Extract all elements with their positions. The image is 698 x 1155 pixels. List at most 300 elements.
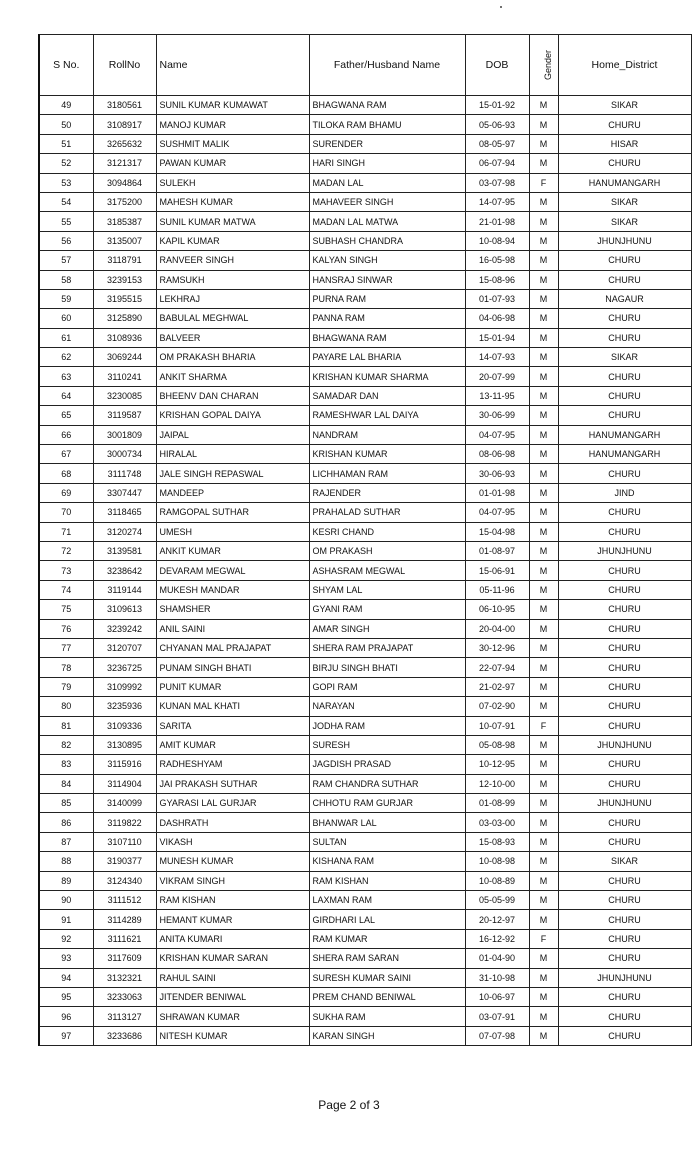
cell-sno: 77 [39,638,93,657]
cell-father: SULTAN [309,832,465,851]
cell-dob: 15-01-92 [465,96,529,115]
cell-dob: 15-06-91 [465,561,529,580]
cell-district: CHURU [558,503,691,522]
cell-district: CHURU [558,832,691,851]
cell-father: JODHA RAM [309,716,465,735]
cell-dob: 04-07-95 [465,425,529,444]
cell-name: ANKIT KUMAR [156,541,309,560]
cell-name: SHRAWAN KUMAR [156,1007,309,1026]
cell-father: JAGDISH PRASAD [309,755,465,774]
cell-district: CHURU [558,251,691,270]
cell-dob: 05-08-98 [465,735,529,754]
cell-name: DEVARAM MEGWAL [156,561,309,580]
cell-district: SIKAR [558,212,691,231]
table-row [39,580,691,599]
cell-district: CHURU [558,154,691,173]
cell-district: SIKAR [558,96,691,115]
cell-district: CHURU [558,464,691,483]
cell-rollno: 3109992 [93,677,156,696]
cell-sno: 94 [39,968,93,987]
cell-dob: 21-02-97 [465,677,529,696]
table-row [39,503,691,522]
header-rollno: RollNo [93,35,156,96]
cell-sno: 90 [39,891,93,910]
cell-rollno: 3111512 [93,891,156,910]
cell-district: NAGAUR [558,289,691,308]
cell-gender: F [529,716,558,735]
cell-dob: 07-02-90 [465,697,529,716]
cell-dob: 22-07-94 [465,658,529,677]
cell-rollno: 3119144 [93,580,156,599]
cell-district: CHURU [558,600,691,619]
table-row [39,1007,691,1026]
cell-sno: 92 [39,929,93,948]
cell-name: KUNAN MAL KHATI [156,697,309,716]
cell-gender: M [529,96,558,115]
cell-name: OM PRAKASH BHARIA [156,348,309,367]
table-row [39,774,691,793]
header-father: Father/Husband Name [309,35,465,96]
cell-gender: M [529,386,558,405]
table-row [39,658,691,677]
cell-rollno: 3235936 [93,697,156,716]
cell-district: CHURU [558,1007,691,1026]
cell-father: GIRDHARI LAL [309,910,465,929]
table-row [39,212,691,231]
cell-dob: 15-08-96 [465,270,529,289]
cell-name: PUNIT KUMAR [156,677,309,696]
table-row [39,367,691,386]
cell-district: JHUNJHUNU [558,541,691,560]
cell-father: MADAN LAL MATWA [309,212,465,231]
table-row [39,406,691,425]
cell-gender: M [529,445,558,464]
cell-father: BHAGWANA RAM [309,96,465,115]
cell-father: BHAGWANA RAM [309,328,465,347]
cell-name: SHAMSHER [156,600,309,619]
cell-father: HANSRAJ SINWAR [309,270,465,289]
table-row [39,677,691,696]
cell-rollno: 3140099 [93,794,156,813]
cell-dob: 08-06-98 [465,445,529,464]
cell-rollno: 3111621 [93,929,156,948]
table-row [39,929,691,948]
cell-name: MUNESH KUMAR [156,852,309,871]
table-row [39,619,691,638]
cell-rollno: 3118465 [93,503,156,522]
cell-rollno: 3115916 [93,755,156,774]
cell-name: SUSHMIT MALIK [156,134,309,153]
table-header [39,35,691,96]
cell-rollno: 3239153 [93,270,156,289]
cell-sno: 76 [39,619,93,638]
cell-dob: 10-08-94 [465,231,529,250]
cell-name: BHEENV DAN CHARAN [156,386,309,405]
cell-dob: 10-12-95 [465,755,529,774]
cell-dob: 10-08-89 [465,871,529,890]
cell-rollno: 3130895 [93,735,156,754]
cell-gender: M [529,677,558,696]
cell-rollno: 3139581 [93,541,156,560]
cell-dob: 03-07-98 [465,173,529,192]
cell-name: VIKASH [156,832,309,851]
cell-father: PANNA RAM [309,309,465,328]
cell-gender: M [529,1026,558,1045]
cell-father: GYANI RAM [309,600,465,619]
cell-sno: 84 [39,774,93,793]
cell-district: CHURU [558,580,691,599]
table-row [39,735,691,754]
cell-name: SULEKH [156,173,309,192]
cell-dob: 01-08-97 [465,541,529,560]
cell-sno: 59 [39,289,93,308]
cell-gender: M [529,348,558,367]
cell-gender: M [529,115,558,134]
cell-father: AMAR SINGH [309,619,465,638]
cell-sno: 79 [39,677,93,696]
table-row [39,755,691,774]
cell-gender: M [529,464,558,483]
table-row [39,541,691,560]
table-row [39,561,691,580]
cell-sno: 66 [39,425,93,444]
cell-dob: 08-05-97 [465,134,529,153]
cell-rollno: 3239242 [93,619,156,638]
cell-rollno: 3185387 [93,212,156,231]
cell-gender: M [529,619,558,638]
cell-district: CHURU [558,561,691,580]
cell-dob: 14-07-93 [465,348,529,367]
cell-rollno: 3000734 [93,445,156,464]
cell-father: SURENDER [309,134,465,153]
cell-dob: 05-11-96 [465,580,529,599]
cell-dob: 20-12-97 [465,910,529,929]
cell-name: SUNIL KUMAR KUMAWAT [156,96,309,115]
cell-rollno: 3111748 [93,464,156,483]
cell-father: KRISHAN KUMAR SHARMA [309,367,465,386]
cell-dob: 12-10-00 [465,774,529,793]
cell-rollno: 3114289 [93,910,156,929]
cell-gender: M [529,774,558,793]
cell-father: PAYARE LAL BHARIA [309,348,465,367]
cell-name: HEMANT KUMAR [156,910,309,929]
cell-sno: 96 [39,1007,93,1026]
cell-sno: 82 [39,735,93,754]
table-row [39,289,691,308]
cell-name: DASHRATH [156,813,309,832]
cell-name: ANIL SAINI [156,619,309,638]
cell-gender: M [529,503,558,522]
cell-father: BHANWAR LAL [309,813,465,832]
header-gender-label: Gender [542,49,553,81]
cell-sno: 89 [39,871,93,890]
cell-dob: 04-06-98 [465,309,529,328]
cell-gender: M [529,134,558,153]
cell-rollno: 3119822 [93,813,156,832]
cell-sno: 58 [39,270,93,289]
cell-district: CHURU [558,309,691,328]
cell-district: CHURU [558,328,691,347]
cell-name: KRISHAN KUMAR SARAN [156,949,309,968]
cell-father: TILOKA RAM BHAMU [309,115,465,134]
cell-sno: 51 [39,134,93,153]
cell-rollno: 3125890 [93,309,156,328]
cell-name: RANVEER SINGH [156,251,309,270]
table-row [39,134,691,153]
table-row [39,910,691,929]
cell-father: NANDRAM [309,425,465,444]
cell-gender: M [529,406,558,425]
cell-rollno: 3238642 [93,561,156,580]
cell-father: LICHHAMAN RAM [309,464,465,483]
cell-gender: M [529,522,558,541]
cell-district: SIKAR [558,348,691,367]
cell-gender: M [529,231,558,250]
cell-gender: M [529,832,558,851]
cell-name: GYARASI LAL GURJAR [156,794,309,813]
cell-sno: 75 [39,600,93,619]
cell-rollno: 3195515 [93,289,156,308]
cell-dob: 15-01-94 [465,328,529,347]
cell-district: CHURU [558,386,691,405]
cell-dob: 04-07-95 [465,503,529,522]
cell-father: MAHAVEER SINGH [309,192,465,211]
cell-name: RAMSUKH [156,270,309,289]
cell-dob: 16-05-98 [465,251,529,270]
cell-district: JHUNJHUNU [558,968,691,987]
cell-district: SIKAR [558,192,691,211]
header-gender [529,35,558,96]
cell-rollno: 3190377 [93,852,156,871]
cell-gender: M [529,367,558,386]
table-body [39,96,691,1046]
cell-district: HANUMANGARH [558,425,691,444]
cell-rollno: 3120274 [93,522,156,541]
cell-name: BALVEER [156,328,309,347]
cell-district: CHURU [558,929,691,948]
cell-district: CHURU [558,697,691,716]
cell-dob: 15-04-98 [465,522,529,541]
cell-father: RAMESHWAR LAL DAIYA [309,406,465,425]
cell-district: HANUMANGARH [558,173,691,192]
cell-sno: 81 [39,716,93,735]
table-row [39,445,691,464]
cell-rollno: 3233686 [93,1026,156,1045]
cell-father: PREM CHAND BENIWAL [309,987,465,1006]
cell-gender: M [529,987,558,1006]
cell-district: CHURU [558,270,691,289]
table-row [39,522,691,541]
cell-district: CHURU [558,658,691,677]
cell-rollno: 3108936 [93,328,156,347]
cell-dob: 01-01-98 [465,483,529,502]
table-row [39,173,691,192]
cell-district: CHURU [558,910,691,929]
cell-father: KISHANA RAM [309,852,465,871]
cell-dob: 20-07-99 [465,367,529,386]
table-row [39,949,691,968]
cell-sno: 56 [39,231,93,250]
cell-rollno: 3114904 [93,774,156,793]
table-row [39,794,691,813]
cell-name: RAHUL SAINI [156,968,309,987]
cell-father: PURNA RAM [309,289,465,308]
table-row [39,852,691,871]
cell-gender: M [529,328,558,347]
cell-gender: M [529,561,558,580]
cell-father: HARI SINGH [309,154,465,173]
cell-name: LEKHRAJ [156,289,309,308]
table-row [39,871,691,890]
cell-rollno: 3108917 [93,115,156,134]
cell-district: JIND [558,483,691,502]
cell-sno: 71 [39,522,93,541]
cell-rollno: 3124340 [93,871,156,890]
cell-gender: M [529,658,558,677]
cell-rollno: 3236725 [93,658,156,677]
cell-name: HIRALAL [156,445,309,464]
cell-father: NARAYAN [309,697,465,716]
cell-father: LAXMAN RAM [309,891,465,910]
cell-father: SUBHASH CHANDRA [309,231,465,250]
cell-name: JITENDER BENIWAL [156,987,309,1006]
cell-district: HISAR [558,134,691,153]
cell-sno: 63 [39,367,93,386]
cell-dob: 05-06-93 [465,115,529,134]
cell-gender: M [529,735,558,754]
cell-gender: M [529,813,558,832]
cell-name: MAHESH KUMAR [156,192,309,211]
cell-rollno: 3109613 [93,600,156,619]
header-row [39,35,691,96]
cell-sno: 50 [39,115,93,134]
cell-name: CHYANAN MAL PRAJAPAT [156,638,309,657]
cell-district: JHUNJHUNU [558,735,691,754]
cell-sno: 69 [39,483,93,502]
cell-sno: 88 [39,852,93,871]
cell-rollno: 3118791 [93,251,156,270]
cell-rollno: 3307447 [93,483,156,502]
cell-name: BABULAL MEGHWAL [156,309,309,328]
cell-sno: 86 [39,813,93,832]
cell-sno: 61 [39,328,93,347]
cell-district: HANUMANGARH [558,445,691,464]
table-row [39,832,691,851]
cell-name: SUNIL KUMAR MATWA [156,212,309,231]
cell-dob: 10-06-97 [465,987,529,1006]
cell-gender: M [529,192,558,211]
table-row [39,716,691,735]
cell-sno: 68 [39,464,93,483]
cell-district: CHURU [558,115,691,134]
cell-rollno: 3135007 [93,231,156,250]
cell-sno: 57 [39,251,93,270]
cell-dob: 30-12-96 [465,638,529,657]
cell-rollno: 3001809 [93,425,156,444]
cell-gender: M [529,852,558,871]
cell-sno: 95 [39,987,93,1006]
cell-sno: 93 [39,949,93,968]
cell-dob: 16-12-92 [465,929,529,948]
cell-name: MANDEEP [156,483,309,502]
cell-name: SARITA [156,716,309,735]
cell-sno: 54 [39,192,93,211]
cell-sno: 72 [39,541,93,560]
cell-dob: 05-05-99 [465,891,529,910]
cell-gender: M [529,638,558,657]
cell-sno: 60 [39,309,93,328]
cell-name: JAIPAL [156,425,309,444]
table-row [39,231,691,250]
cell-sno: 70 [39,503,93,522]
cell-rollno: 3121317 [93,154,156,173]
cell-dob: 15-08-93 [465,832,529,851]
cell-dob: 06-10-95 [465,600,529,619]
table-row [39,600,691,619]
cell-gender: M [529,968,558,987]
cell-district: CHURU [558,522,691,541]
table-row [39,425,691,444]
cell-name: RADHESHYAM [156,755,309,774]
cell-name: KAPIL KUMAR [156,231,309,250]
cell-dob: 30-06-93 [465,464,529,483]
cell-gender: M [529,541,558,560]
cell-district: CHURU [558,677,691,696]
header-district: Home_District [558,35,691,96]
cell-district: JHUNJHUNU [558,231,691,250]
cell-district: CHURU [558,774,691,793]
cell-district: CHURU [558,949,691,968]
cell-name: UMESH [156,522,309,541]
table-row [39,115,691,134]
cell-father: KRISHAN KUMAR [309,445,465,464]
cell-rollno: 3109336 [93,716,156,735]
cell-sno: 91 [39,910,93,929]
cell-rollno: 3233063 [93,987,156,1006]
cell-dob: 10-08-98 [465,852,529,871]
cell-sno: 97 [39,1026,93,1045]
cell-name: JALE SINGH REPASWAL [156,464,309,483]
cell-father: KALYAN SINGH [309,251,465,270]
cell-district: CHURU [558,367,691,386]
cell-father: OM PRAKASH [309,541,465,560]
cell-father: BIRJU SINGH BHATI [309,658,465,677]
cell-gender: M [529,154,558,173]
cell-name: AMIT KUMAR [156,735,309,754]
cell-gender: M [529,871,558,890]
cell-father: RAM CHANDRA SUTHAR [309,774,465,793]
cell-dob: 21-01-98 [465,212,529,231]
cell-dob: 03-07-91 [465,1007,529,1026]
cell-father: SURESH KUMAR SAINI [309,968,465,987]
cell-father: RAJENDER [309,483,465,502]
cell-father: KARAN SINGH [309,1026,465,1045]
cell-name: MANOJ KUMAR [156,115,309,134]
cell-rollno: 3180561 [93,96,156,115]
cell-sno: 64 [39,386,93,405]
cell-rollno: 3265632 [93,134,156,153]
cell-father: KESRI CHAND [309,522,465,541]
cell-name: MUKESH MANDAR [156,580,309,599]
cell-gender: M [529,289,558,308]
cell-dob: 03-03-00 [465,813,529,832]
cell-sno: 85 [39,794,93,813]
cell-father: SHERA RAM SARAN [309,949,465,968]
cell-rollno: 3113127 [93,1007,156,1026]
cell-district: CHURU [558,406,691,425]
table-row [39,154,691,173]
cell-name: RAM KISHAN [156,891,309,910]
